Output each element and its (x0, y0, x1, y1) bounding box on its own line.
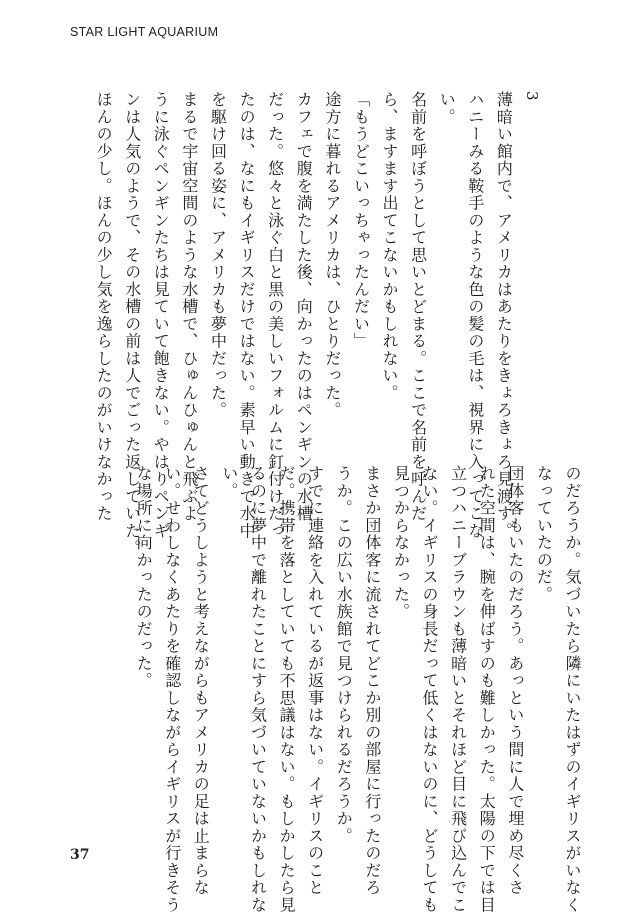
text-line: い。せわしなくあたりを確認しながらイギリスが行きそう (162, 465, 182, 914)
text-line: を駆け回る姿に、アメリカも夢中だった。 (208, 91, 228, 419)
text-line: な場所に向かったのだった。 (134, 465, 154, 690)
text-line: うに泳ぐペンギンたちは見ていて飽きない。やはりペンギ (151, 91, 171, 540)
text-line: 薄暗い館内で、アメリカはあたりをきょろきょろ見渡す。 (494, 91, 514, 540)
text-line: すでに連絡を入れているが返事はない。イギリスのこと (305, 465, 325, 897)
text-line: ら、ますます出てこないかもしれない。 (380, 91, 400, 402)
text-line: 名前を呼ぼうとして思いとどまる。ここで名前を呼んだ (408, 91, 428, 523)
text-line: 途方に暮れるアメリカは、ひとりだった。 (322, 91, 342, 419)
running-title: STAR LIGHT AQUARIUM (70, 25, 219, 39)
text-line: 見つからなかった。 (391, 465, 411, 621)
bottom-text-block (116, 465, 586, 914)
text-line: さてどうしようと考えながらもアメリカの足は止まらな (191, 465, 211, 897)
text-line: い。 (219, 465, 239, 500)
text-line: だ。携帯を落としていても不思議はない。もしかしたら見 (277, 465, 297, 914)
text-line: 立つハニーブラウンも薄暗いとそれほど目に飛び込んでこ (448, 465, 468, 914)
text-line: まるで宇宙空間のような水槽で、ひゅんひゅんと飛ぶよ (179, 91, 199, 523)
text-line: 「もうどこいっちゃったんだい」 (351, 91, 371, 350)
text-line: カフェで腹を満たした後、向かったのはペンギンの水槽 (294, 91, 314, 523)
page-number: 37 (70, 847, 90, 863)
text-line: ンは人気のようで、その水槽の前は人でごった返していた。 (122, 91, 142, 557)
text-line: ほんの少し。ほんの少し気を逸らしたのがいけなかった (94, 91, 114, 523)
text-line: るのに夢中で離れたことにすら気づいていないかもしれな (248, 465, 268, 914)
chapter-number: 3 (523, 91, 541, 101)
text-line: ハニーみる鞍手のような色の髪の毛は、視界に入ってこな (465, 91, 485, 540)
text-line: なっていたのだ。 (534, 465, 554, 603)
text-line: い。 (437, 91, 457, 126)
text-line: 団体客もいたのだろう。あっという間に人で埋め尽くさ (505, 465, 525, 897)
text-line: うか。この広い水族館で見つけられるだろうか。 (334, 465, 354, 845)
text-line: だった。悠々と泳ぐ白と黒の美しいフォルムに釘付けだっ (265, 91, 285, 540)
text-line: まさか団体客に流されてどこか別の部屋に行ったのだろ (362, 465, 382, 897)
text-line: れた空間は、腕を伸ばすのも難しかった。太陽の下では目 (477, 465, 497, 914)
text-line: たのは、なにもイギリスだけではない。素早い動きで水中 (237, 91, 257, 540)
text-line: のだろうか。気づいたら隣にいたはずのイギリスがいなく (563, 465, 582, 914)
text-line: ない。イギリスの身長だって低くはないのに、どうしても (420, 465, 440, 914)
